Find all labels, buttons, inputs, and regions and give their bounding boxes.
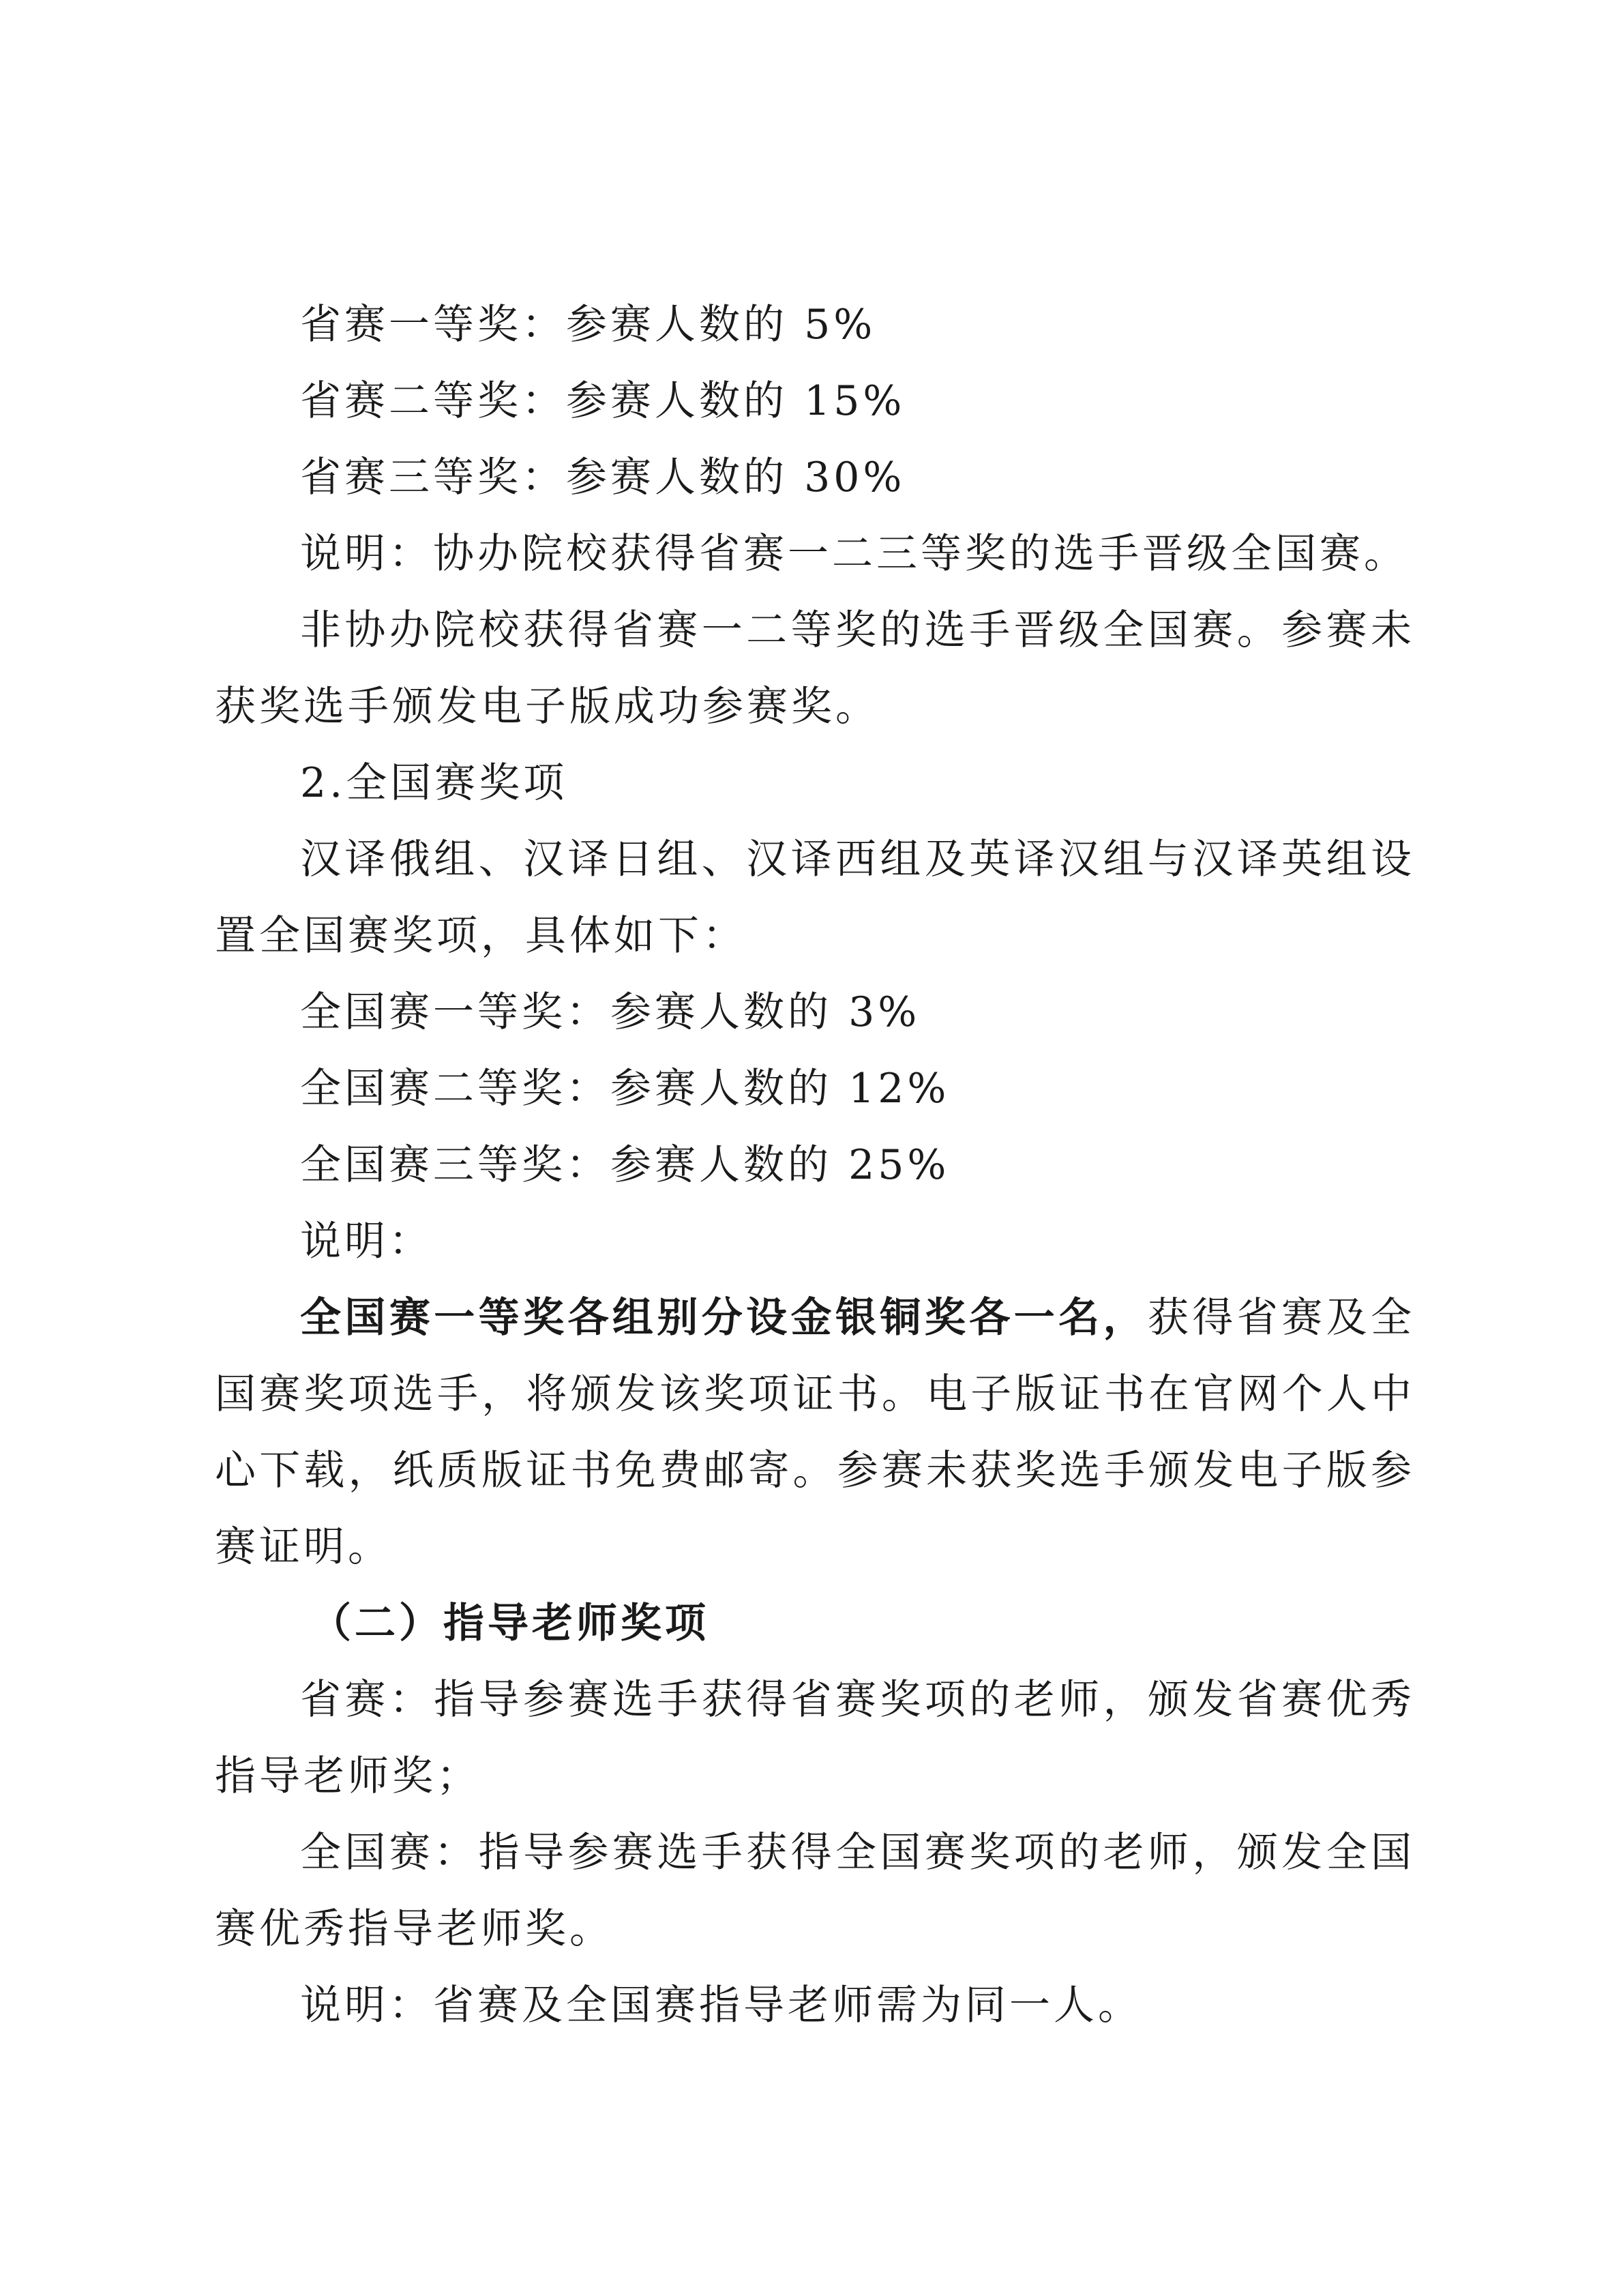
national-awards-intro: 汉译俄组、汉译日组、汉译西组及英译汉组与汉译英组设置全国赛奖项，具体如下： [215,836,1415,960]
document-body [215,286,1415,2044]
national-third-prize: 全国赛三等奖：参赛人数的 25% [300,1141,950,1189]
national-note-bold: 全国赛一等奖各组别分设金银铜奖各一名， [300,1294,1148,1342]
provincial-first-prize: 省赛一等奖：参赛人数的 5% [300,301,876,349]
teacher-awards-heading: （二）指导老师奖项 [310,1600,709,1647]
provincial-note-2: 非协办院校获得省赛一二等奖的选手晋级全国赛。参赛未获奖选手颁发电子版成功参赛奖。 [215,606,1415,731]
provincial-second-prize: 省赛二等奖：参赛人数的 15% [300,377,906,425]
national-second-prize: 全国赛二等奖：参赛人数的 12% [300,1065,950,1113]
teacher-awards-note: 说明：省赛及全国赛指导老师需为同一人。 [300,1982,1142,2029]
teacher-national-award: 全国赛：指导参赛选手获得全国赛奖项的老师，颁发全国赛优秀指导老师奖。 [215,1829,1415,1953]
national-first-prize: 全国赛一等奖：参赛人数的 3% [300,988,921,1036]
provincial-third-prize: 省赛三等奖：参赛人数的 30% [300,454,906,501]
national-note [215,1280,1415,1585]
national-note-label: 说明： [300,1218,433,1265]
teacher-provincial-award: 省赛：指导参赛选手获得省赛奖项的老师，颁发省赛优秀指导老师奖； [215,1676,1415,1800]
national-note-rest: 获得省赛及全国赛奖项选手，将颁发该奖项证书。电子版证书在官网个人中心下载，纸质版证书免费邮寄。参赛未获奖选手颁发电子版参赛证明。 [215,1294,1416,1571]
national-awards-heading: 2.全国赛奖项 [300,759,568,807]
provincial-note-1: 说明：协办院校获得省赛一二三等奖的选手晋级全国赛。 [300,530,1408,578]
